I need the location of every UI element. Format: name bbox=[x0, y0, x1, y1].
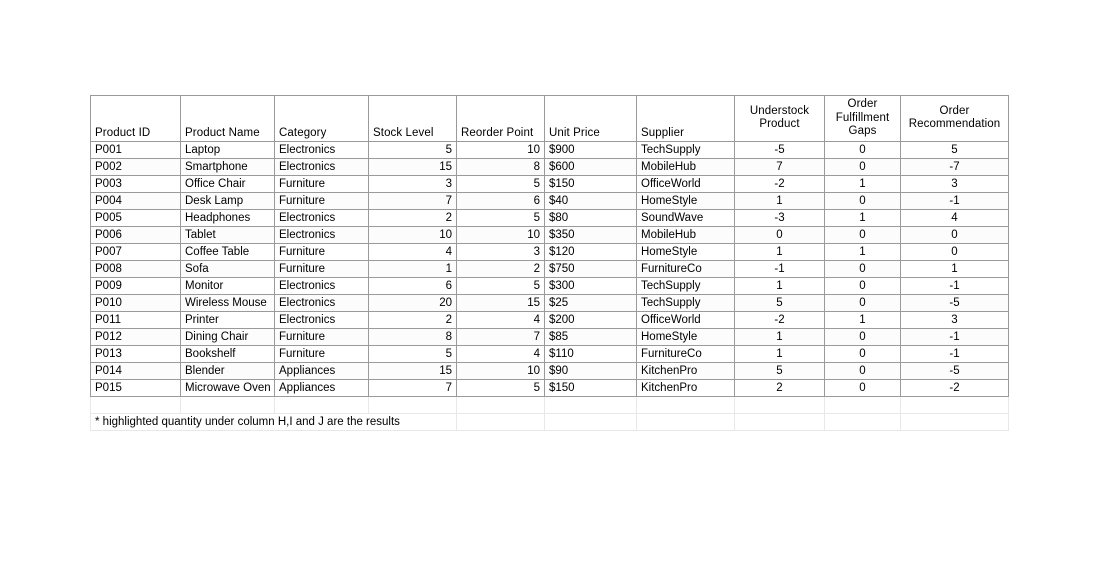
recommendation-line-1: Order bbox=[939, 104, 970, 117]
cell-product-id[interactable]: P004 bbox=[91, 192, 181, 209]
cell-supplier[interactable]: OfficeWorld bbox=[637, 311, 735, 328]
cell-stock-level[interactable]: 1 bbox=[369, 260, 457, 277]
cell-order-fulfillment-gaps[interactable]: 0 bbox=[825, 345, 901, 362]
table-body bbox=[91, 141, 1009, 396]
cell-stock-level[interactable]: 3 bbox=[369, 175, 457, 192]
column-header-order-recommendation bbox=[901, 96, 1009, 142]
cell-order-recommendation[interactable]: 0 bbox=[901, 243, 1009, 260]
cell-reorder-point[interactable]: 5 bbox=[457, 379, 545, 396]
spacer-cell bbox=[91, 396, 181, 413]
cell-order-fulfillment-gaps[interactable]: 1 bbox=[825, 243, 901, 260]
cell-order-recommendation[interactable]: -7 bbox=[901, 158, 1009, 175]
cell-unit-price[interactable]: $300 bbox=[545, 277, 637, 294]
cell-supplier[interactable]: TechSupply bbox=[637, 277, 735, 294]
cell-supplier[interactable]: KitchenPro bbox=[637, 362, 735, 379]
table-row[interactable] bbox=[91, 277, 1009, 294]
cell-product-id[interactable]: P001 bbox=[91, 141, 181, 158]
cell-order-fulfillment-gaps[interactable]: 0 bbox=[825, 362, 901, 379]
cell-understock-product[interactable]: -2 bbox=[735, 311, 825, 328]
cell-reorder-point[interactable]: 2 bbox=[457, 260, 545, 277]
cell-understock-product[interactable]: 2 bbox=[735, 379, 825, 396]
cell-supplier[interactable]: OfficeWorld bbox=[637, 175, 735, 192]
cell-product-id[interactable]: P008 bbox=[91, 260, 181, 277]
cell-order-fulfillment-gaps[interactable]: 0 bbox=[825, 158, 901, 175]
cell-reorder-point[interactable]: 4 bbox=[457, 345, 545, 362]
cell-product-name[interactable]: Headphones bbox=[181, 209, 275, 226]
cell-reorder-point[interactable]: 8 bbox=[457, 158, 545, 175]
footnote-row bbox=[91, 413, 1009, 430]
cell-reorder-point[interactable]: 5 bbox=[457, 209, 545, 226]
cell-understock-product[interactable]: 1 bbox=[735, 345, 825, 362]
cell-category[interactable]: Electronics bbox=[275, 141, 369, 158]
cell-reorder-point[interactable]: 10 bbox=[457, 141, 545, 158]
cell-unit-price[interactable]: $25 bbox=[545, 294, 637, 311]
cell-category[interactable]: Appliances bbox=[275, 362, 369, 379]
cell-order-fulfillment-gaps[interactable]: 0 bbox=[825, 260, 901, 277]
cell-stock-level[interactable]: 5 bbox=[369, 345, 457, 362]
cell-order-fulfillment-gaps[interactable]: 0 bbox=[825, 328, 901, 345]
cell-product-name[interactable]: Coffee Table bbox=[181, 243, 275, 260]
cell-understock-product[interactable]: -2 bbox=[735, 175, 825, 192]
cell-understock-product[interactable]: 5 bbox=[735, 362, 825, 379]
cell-category[interactable]: Electronics bbox=[275, 158, 369, 175]
cell-product-id[interactable]: P010 bbox=[91, 294, 181, 311]
cell-category[interactable]: Furniture bbox=[275, 328, 369, 345]
cell-category[interactable]: Furniture bbox=[275, 175, 369, 192]
cell-order-fulfillment-gaps[interactable]: 0 bbox=[825, 294, 901, 311]
cell-unit-price[interactable]: $600 bbox=[545, 158, 637, 175]
cell-order-fulfillment-gaps[interactable]: 1 bbox=[825, 209, 901, 226]
cell-category[interactable]: Furniture bbox=[275, 192, 369, 209]
cell-product-id[interactable]: P011 bbox=[91, 311, 181, 328]
cell-stock-level[interactable]: 8 bbox=[369, 328, 457, 345]
cell-unit-price[interactable]: $150 bbox=[545, 379, 637, 396]
cell-category[interactable]: Electronics bbox=[275, 226, 369, 243]
cell-supplier[interactable]: SoundWave bbox=[637, 209, 735, 226]
table-row[interactable] bbox=[91, 141, 1009, 158]
cell-product-name[interactable]: Tablet bbox=[181, 226, 275, 243]
cell-order-recommendation[interactable]: -2 bbox=[901, 379, 1009, 396]
cell-product-id[interactable]: P012 bbox=[91, 328, 181, 345]
cell-order-fulfillment-gaps[interactable]: 1 bbox=[825, 175, 901, 192]
cell-stock-level[interactable]: 20 bbox=[369, 294, 457, 311]
column-header-unit-price: Unit Price bbox=[545, 96, 637, 142]
footnote-empty-cell bbox=[901, 413, 1009, 430]
cell-product-id[interactable]: P015 bbox=[91, 379, 181, 396]
spacer-cell bbox=[275, 396, 369, 413]
footnote-empty-cell bbox=[545, 413, 637, 430]
cell-product-id[interactable]: P007 bbox=[91, 243, 181, 260]
cell-product-name[interactable]: Microwave Oven bbox=[181, 379, 275, 396]
column-header-stock-level: Stock Level bbox=[369, 96, 457, 142]
cell-category[interactable]: Furniture bbox=[275, 260, 369, 277]
cell-reorder-point[interactable]: 5 bbox=[457, 277, 545, 294]
cell-unit-price[interactable]: $900 bbox=[545, 141, 637, 158]
cell-product-name[interactable]: Desk Lamp bbox=[181, 192, 275, 209]
cell-unit-price[interactable]: $120 bbox=[545, 243, 637, 260]
cell-supplier[interactable]: MobileHub bbox=[637, 158, 735, 175]
footnote-empty-cell bbox=[637, 413, 735, 430]
cell-order-fulfillment-gaps[interactable]: 0 bbox=[825, 277, 901, 294]
cell-understock-product[interactable]: 1 bbox=[735, 243, 825, 260]
cell-stock-level[interactable]: 7 bbox=[369, 379, 457, 396]
cell-order-recommendation[interactable]: 4 bbox=[901, 209, 1009, 226]
gaps-line-2: Fulfillment bbox=[835, 111, 890, 124]
cell-product-name[interactable]: Printer bbox=[181, 311, 275, 328]
cell-product-id[interactable]: P006 bbox=[91, 226, 181, 243]
cell-understock-product[interactable]: 7 bbox=[735, 158, 825, 175]
table-row[interactable] bbox=[91, 192, 1009, 209]
table-row[interactable] bbox=[91, 345, 1009, 362]
cell-reorder-point[interactable]: 7 bbox=[457, 328, 545, 345]
cell-product-name[interactable]: Bookshelf bbox=[181, 345, 275, 362]
column-header-category: Category bbox=[275, 96, 369, 142]
cell-stock-level[interactable]: 4 bbox=[369, 243, 457, 260]
cell-unit-price[interactable]: $80 bbox=[545, 209, 637, 226]
cell-stock-level[interactable]: 15 bbox=[369, 158, 457, 175]
inventory-table bbox=[90, 95, 1009, 431]
cell-order-fulfillment-gaps[interactable]: 0 bbox=[825, 192, 901, 209]
cell-unit-price[interactable]: $150 bbox=[545, 175, 637, 192]
cell-category[interactable]: Furniture bbox=[275, 345, 369, 362]
cell-supplier[interactable]: HomeStyle bbox=[637, 192, 735, 209]
cell-supplier[interactable]: HomeStyle bbox=[637, 328, 735, 345]
spacer-cell bbox=[735, 396, 825, 413]
cell-order-fulfillment-gaps[interactable]: 0 bbox=[825, 379, 901, 396]
cell-category[interactable]: Appliances bbox=[275, 379, 369, 396]
understock-line-2: Product bbox=[759, 118, 800, 131]
cell-unit-price[interactable]: $750 bbox=[545, 260, 637, 277]
spacer-cell bbox=[825, 396, 901, 413]
cell-stock-level[interactable]: 10 bbox=[369, 226, 457, 243]
cell-reorder-point[interactable]: 15 bbox=[457, 294, 545, 311]
cell-supplier[interactable]: MobileHub bbox=[637, 226, 735, 243]
spreadsheet-area bbox=[90, 95, 1008, 431]
cell-understock-product[interactable]: 0 bbox=[735, 226, 825, 243]
table-row[interactable] bbox=[91, 260, 1009, 277]
cell-unit-price[interactable]: $350 bbox=[545, 226, 637, 243]
spacer-cell bbox=[181, 396, 275, 413]
cell-product-name[interactable]: Dining Chair bbox=[181, 328, 275, 345]
cell-product-name[interactable]: Office Chair bbox=[181, 175, 275, 192]
cell-order-recommendation[interactable]: -5 bbox=[901, 294, 1009, 311]
cell-understock-product[interactable]: 1 bbox=[735, 277, 825, 294]
cell-unit-price[interactable]: $40 bbox=[545, 192, 637, 209]
cell-unit-price[interactable]: $90 bbox=[545, 362, 637, 379]
cell-order-recommendation[interactable]: -5 bbox=[901, 362, 1009, 379]
cell-supplier[interactable]: TechSupply bbox=[637, 294, 735, 311]
cell-unit-price[interactable]: $85 bbox=[545, 328, 637, 345]
cell-order-recommendation[interactable]: -1 bbox=[901, 277, 1009, 294]
spacer-cell bbox=[901, 396, 1009, 413]
cell-understock-product[interactable]: -5 bbox=[735, 141, 825, 158]
cell-stock-level[interactable]: 5 bbox=[369, 141, 457, 158]
cell-order-recommendation[interactable]: -1 bbox=[901, 192, 1009, 209]
cell-stock-level[interactable]: 7 bbox=[369, 192, 457, 209]
column-header-reorder-point: Reorder Point bbox=[457, 96, 545, 142]
cell-understock-product[interactable]: 5 bbox=[735, 294, 825, 311]
column-header-supplier: Supplier bbox=[637, 96, 735, 142]
table-row[interactable] bbox=[91, 328, 1009, 345]
cell-understock-product[interactable]: -3 bbox=[735, 209, 825, 226]
cell-order-recommendation[interactable]: 1 bbox=[901, 260, 1009, 277]
cell-order-fulfillment-gaps[interactable]: 1 bbox=[825, 311, 901, 328]
table-row[interactable] bbox=[91, 158, 1009, 175]
cell-product-name[interactable]: Monitor bbox=[181, 277, 275, 294]
cell-stock-level[interactable]: 6 bbox=[369, 277, 457, 294]
cell-order-recommendation[interactable]: -1 bbox=[901, 328, 1009, 345]
table-footer bbox=[91, 396, 1009, 430]
cell-product-id[interactable]: P009 bbox=[91, 277, 181, 294]
understock-line-1: Understock bbox=[749, 104, 810, 117]
column-header-understock-product bbox=[735, 96, 825, 142]
cell-product-name[interactable]: Blender bbox=[181, 362, 275, 379]
cell-understock-product[interactable]: 1 bbox=[735, 192, 825, 209]
table-header-row bbox=[91, 96, 1009, 142]
table-row[interactable] bbox=[91, 175, 1009, 192]
footnote-empty-cell bbox=[825, 413, 901, 430]
cell-category[interactable]: Electronics bbox=[275, 294, 369, 311]
cell-understock-product[interactable]: 1 bbox=[735, 328, 825, 345]
cell-order-recommendation[interactable]: 0 bbox=[901, 226, 1009, 243]
cell-order-fulfillment-gaps[interactable]: 0 bbox=[825, 141, 901, 158]
cell-product-id[interactable]: P003 bbox=[91, 175, 181, 192]
table-row[interactable] bbox=[91, 362, 1009, 379]
cell-category[interactable]: Electronics bbox=[275, 277, 369, 294]
cell-supplier[interactable]: TechSupply bbox=[637, 141, 735, 158]
cell-stock-level[interactable]: 2 bbox=[369, 209, 457, 226]
spacer-cell bbox=[457, 396, 545, 413]
cell-category[interactable]: Electronics bbox=[275, 209, 369, 226]
cell-category[interactable]: Furniture bbox=[275, 243, 369, 260]
cell-supplier[interactable]: FurnitureCo bbox=[637, 260, 735, 277]
cell-unit-price[interactable]: $200 bbox=[545, 311, 637, 328]
cell-order-recommendation[interactable]: -1 bbox=[901, 345, 1009, 362]
cell-reorder-point[interactable]: 5 bbox=[457, 175, 545, 192]
spacer-cell bbox=[369, 396, 457, 413]
cell-product-id[interactable]: P014 bbox=[91, 362, 181, 379]
footnote-empty-cell bbox=[735, 413, 825, 430]
recommendation-line-2: Recommendation bbox=[908, 118, 1001, 131]
table-row[interactable] bbox=[91, 226, 1009, 243]
gaps-line-3: Gaps bbox=[848, 125, 877, 138]
cell-unit-price[interactable]: $110 bbox=[545, 345, 637, 362]
cell-reorder-point[interactable]: 6 bbox=[457, 192, 545, 209]
cell-understock-product[interactable]: -1 bbox=[735, 260, 825, 277]
cell-order-recommendation[interactable]: 3 bbox=[901, 311, 1009, 328]
cell-product-id[interactable]: P005 bbox=[91, 209, 181, 226]
cell-order-recommendation[interactable]: 3 bbox=[901, 175, 1009, 192]
cell-reorder-point[interactable]: 4 bbox=[457, 311, 545, 328]
footnote-empty-cell bbox=[457, 413, 545, 430]
table-row[interactable] bbox=[91, 379, 1009, 396]
cell-supplier[interactable]: HomeStyle bbox=[637, 243, 735, 260]
cell-product-name[interactable]: Wireless Mouse bbox=[181, 294, 275, 311]
cell-reorder-point[interactable]: 10 bbox=[457, 226, 545, 243]
cell-supplier[interactable]: FurnitureCo bbox=[637, 345, 735, 362]
spacer-cell bbox=[637, 396, 735, 413]
cell-product-name[interactable]: Sofa bbox=[181, 260, 275, 277]
cell-order-fulfillment-gaps[interactable]: 0 bbox=[825, 226, 901, 243]
cell-category[interactable]: Electronics bbox=[275, 311, 369, 328]
cell-product-name[interactable]: Laptop bbox=[181, 141, 275, 158]
cell-reorder-point[interactable]: 10 bbox=[457, 362, 545, 379]
column-header-order-fulfillment-gaps bbox=[825, 96, 901, 142]
cell-stock-level[interactable]: 2 bbox=[369, 311, 457, 328]
table-row[interactable] bbox=[91, 243, 1009, 260]
cell-product-id[interactable]: P002 bbox=[91, 158, 181, 175]
spacer-row bbox=[91, 396, 1009, 413]
table-row[interactable] bbox=[91, 311, 1009, 328]
table-row[interactable] bbox=[91, 209, 1009, 226]
cell-reorder-point[interactable]: 3 bbox=[457, 243, 545, 260]
column-header-product-id: Product ID bbox=[91, 96, 181, 142]
column-header-product-name: Product Name bbox=[181, 96, 275, 142]
gaps-line-1: Order bbox=[847, 98, 878, 110]
cell-product-id[interactable]: P013 bbox=[91, 345, 181, 362]
spacer-cell bbox=[545, 396, 637, 413]
footnote-text: * highlighted quantity under column H,I and J are the results bbox=[91, 413, 457, 430]
cell-supplier[interactable]: KitchenPro bbox=[637, 379, 735, 396]
table-row[interactable] bbox=[91, 294, 1009, 311]
cell-order-recommendation[interactable]: 5 bbox=[901, 141, 1009, 158]
cell-stock-level[interactable]: 15 bbox=[369, 362, 457, 379]
cell-product-name[interactable]: Smartphone bbox=[181, 158, 275, 175]
